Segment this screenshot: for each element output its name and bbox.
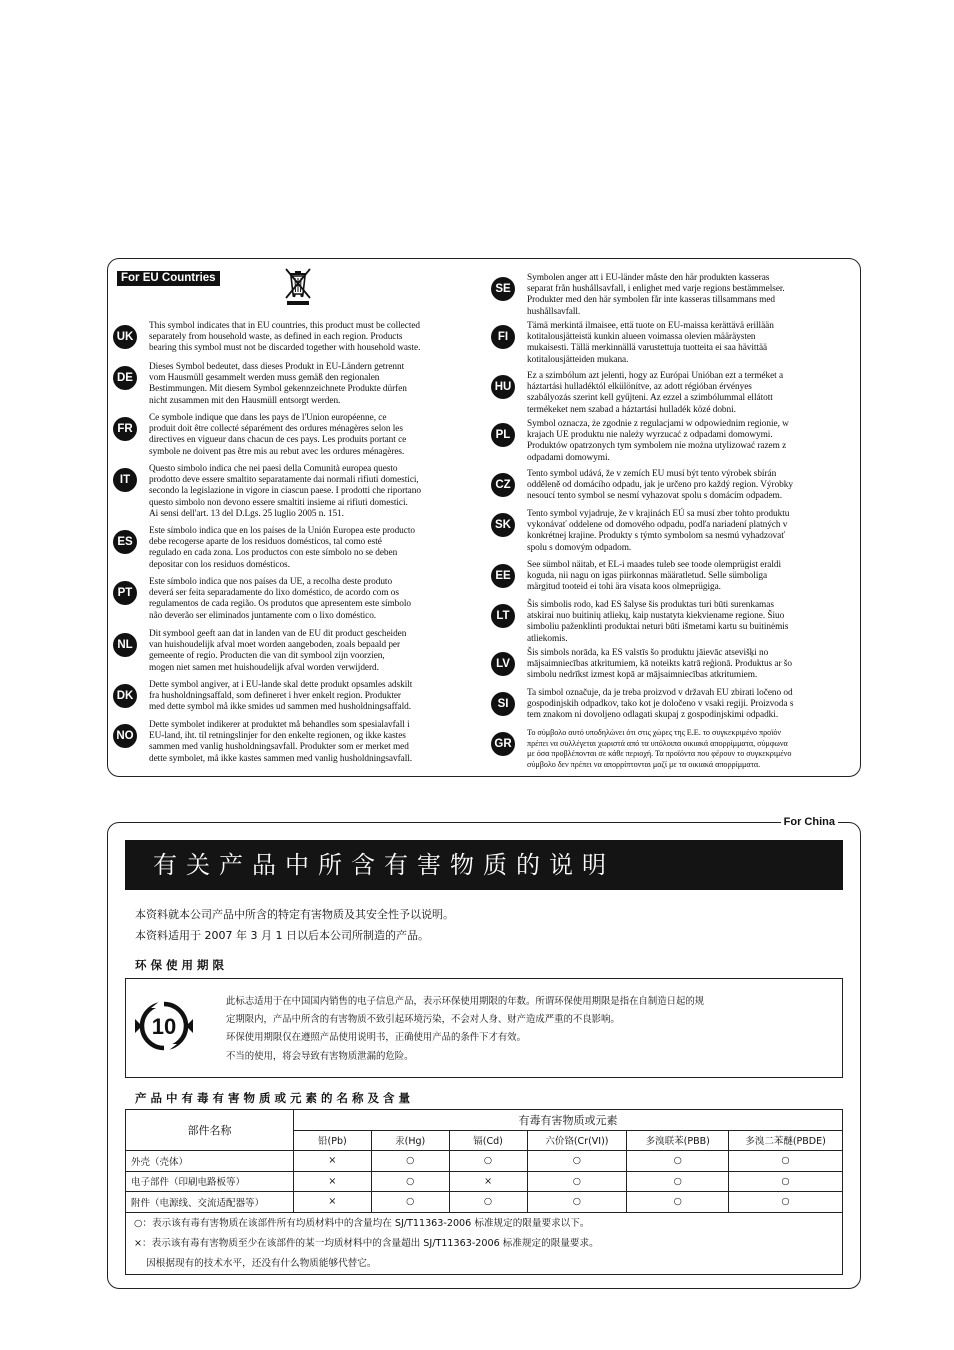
eu-entry-text: Symbolen anger att i EU-länder måste den här produkten kasseras separat från hushållsavfall, i enlighet med varje regions bestämmelser. Produkter med den här symbolen får inte kasseras tillsammans med hushållsavfall. — [527, 273, 785, 317]
value-cell: ○ — [527, 1151, 627, 1172]
eu-right-column — [491, 259, 851, 776]
eu-entry-text: Dette symbol angiver, at i EU-lande skal dette produkt opsamles adskilt fra husholdningsaffald, som defineret i hver enkelt region. Produkter med dette symbol må ikke smides ud sammen med husholdningsaffald. — [149, 680, 413, 713]
eu-entry-text: Questo simbolo indica che nei paesi della Comunità europea questo prodotto deve essere smaltito separatamente dai normali rifiuti domestici, secondo la legislazione in vigore in ciascun paese. I prodotti che riportano questo simbolo non devono essere smaltiti insieme ai rifiuti domestici. Ai sensi dell'art. 13 del D.Lgs. 25 luglio 2005 n. 151. — [149, 464, 421, 519]
part-name-header: 部件名称 — [126, 1110, 294, 1151]
country-badge-pl: PL — [491, 423, 515, 447]
value-cell: ○ — [729, 1171, 843, 1192]
eu-weee-panel — [107, 258, 861, 777]
china-intro-line-2: 本资料适用于 2007 年 3 月 1 日以后本公司所制造的产品。 — [135, 929, 429, 942]
column-header: 汞(Hg) — [371, 1130, 449, 1151]
eu-entry-text: Tämä merkintä ilmaisee, että tuote on EU-maissa kerättävä erillään kotitalousjätteistä kunkin alueen voimassa olevien määräysten mukaisesti. Tällä merkinnällä varustettuja tuotteita ei saa hävittää kotitalousjätteiden mukana. — [527, 321, 774, 365]
china-rohs-panel — [107, 816, 861, 1289]
column-header: 多溴二苯醚(PBDE) — [729, 1130, 843, 1151]
country-badge-it: IT — [113, 468, 137, 492]
country-badge-pt: PT — [113, 581, 137, 605]
country-badge-cz: CZ — [491, 473, 515, 497]
eu-entry-text: Este símbolo indica que nos países da UE, a recolha deste produto deverá ser feita separadamente do lixo doméstico, de acordo com os regulamentos de cada região. Os produtos que apresentem este símbolo não deverão ser eliminados juntamente com o lixo doméstico. — [149, 577, 411, 621]
eu-entry-text: Este símbolo indica que en los países de la Unión Europea este producto debe recogerse aparte de los residuos domésticos, tal como esté regulado en cada zona. Los productos con este símbolo no se deben depositar con los residuos domésticos. — [149, 526, 415, 570]
substance-group-header: 有毒有害物质或元素 — [293, 1110, 842, 1131]
country-badge-lv: LV — [491, 652, 515, 676]
table-legend — [125, 1213, 843, 1275]
table-header-row — [126, 1110, 843, 1131]
value-cell: ○ — [371, 1151, 449, 1172]
value-cell: ○ — [371, 1171, 449, 1192]
china-panel-label: For China — [781, 815, 838, 830]
part-cell: 外壳（壳体） — [126, 1151, 294, 1172]
eu-entry-text: Ce symbole indique que dans les pays de l'Union européenne, ce produit doit être collecté séparément des ordures ménagères selon les directives en vigueur dans chacun de ces pays. Les produits portant ce symbole ne doivent pas être mis au rebut avec les ordures ménagères. — [149, 413, 407, 457]
substance-table-title: 产品中有毒有害物质或元素的名称及含量 — [135, 1091, 414, 1105]
table-row — [126, 1151, 843, 1172]
value-cell: ○ — [449, 1192, 527, 1213]
eu-header-label: For EU Countries — [117, 271, 220, 286]
eu-entry-text: Šis simbols norāda, ka ES valstīs šo produktu jāievāc atsevišķi no mājsaimniecības atkritumiem, kā noteikts katrā reģionā. Produktus ar šo simbolu nedrīkst izmest kopā ar mājsaimniecības atkritumiem. — [527, 648, 792, 681]
country-badge-gr: GR — [491, 732, 515, 756]
legend-cross-note: ×：表示该有毒有害物质至少在该部件的某一均质材料中的含量超出 SJ/T11363-2006 标准规定的限量要求。 — [134, 1238, 599, 1249]
country-badge-si: SI — [491, 692, 515, 716]
eu-entry-text: Šis simbolis rodo, kad ES šalyse šis produktas turi būti surenkamas atskirai nuo buitinių atliekų, kaip nustatyta kiekviename regione. Šiuo simboliu paženklinti produktai neturi būti išmetami kartu su buitinėmis atliekomis. — [527, 600, 789, 644]
country-badge-ee: EE — [491, 564, 515, 588]
eu-entry-text: Tento symbol udává, že v zemích EU musí být tento výrobek sbírán odděleně od domácího odpadu, jak je určeno pro každý region. Výrobky nesoucí tento symbol se nesmí vyhazovat spolu s domácím odpadem. — [527, 469, 793, 502]
epup-description: 此标志适用于在中国国内销售的电子信息产品，表示环保使用期限的年数。所谓环保使用期限是指在自制造日起的规 定期限内，产品中所含的有害物质不致引起环境污染，不会对人身、财产造成严重的不良影响。 环保使用期限仅在遵照产品使用说明书，正确使用产品的条件下才有效。 不当的使用，将会导致有害物质泄漏的危险。 — [226, 996, 705, 1062]
column-header: 多溴联苯(PBB) — [627, 1130, 729, 1151]
country-badge-fi: FI — [491, 325, 515, 349]
hazardous-substance-table — [125, 1109, 843, 1213]
china-title-banner: 有关产品中所含有害物质的说明 — [125, 840, 843, 890]
country-badge-dk: DK — [113, 684, 137, 708]
epup-section-title: 环保使用期限 — [135, 958, 228, 972]
country-badge-nl: NL — [113, 633, 137, 657]
eu-entry-text: See sümbol näitab, et EL-i maades tuleb see toode olemprügist eraldi koguda, nii nagu on igas piirkonnas määratletud. Selle sümboliga märgitud tooteid ei tohi ära visata koos olmeprügiga. — [527, 560, 781, 593]
country-badge-no: NO — [113, 724, 137, 748]
eu-entry-text: Tento symbol vyjadruje, že v krajinách EÚ sa musí zber tohto produktu vykonávať oddelene od domového odpadu, podľa nariadení platných v konkrétnej krajine. Produkty s týmto symbolom sa nesmú vyhadzovať spolu s domovým odpadom. — [527, 509, 790, 553]
eu-entry-text: Dit symbool geeft aan dat in landen van de EU dit product gescheiden van huishoudelijk afval moet worden aangeboden, zoals bepaald per gemeente of regio. Producten die van dit symbool zijn voorzien, mogen niet samen met huishoudelijk afval worden verwijderd. — [149, 629, 407, 673]
country-badge-uk: UK — [113, 325, 137, 349]
eu-entry-text: Το σύμβολο αυτό υποδηλώνει ότι στις χώρες της Ε.Ε. το συγκεκριμένο προϊόν πρέπει να συλλέγεται χωριστά από τα υπόλοιπα οικιακά απορρίμματα, σύμφωνα με όσα προβλέπονται σε κάθε περιοχή. Τα προϊόντα που φέρουν το συγκεκριμένο σύμβολο δεν πρέπει να απορρίπτονται μαζί με τα οικιακά απορρίμματα. — [527, 728, 792, 769]
value-cell: ○ — [449, 1151, 527, 1172]
epup-10-years-icon — [133, 995, 195, 1057]
country-badge-fr: FR — [113, 417, 137, 441]
value-cell: ○ — [371, 1192, 449, 1213]
value-cell: × — [293, 1151, 371, 1172]
eu-left-column — [113, 259, 473, 776]
eu-entry-text: Symbol oznacza, że zgodnie z regulacjami w odpowiednim regionie, w krajach UE produktu nie należy wyrzucać z odpadami domowymi. Produktów opatrzonych tym symbolem nie można utylizować razem z odpadami domowymi. — [527, 419, 789, 463]
value-cell: ○ — [729, 1192, 843, 1213]
value-cell: ○ — [627, 1171, 729, 1192]
value-cell: × — [293, 1171, 371, 1192]
part-cell: 电子部件（印刷电路板等） — [126, 1171, 294, 1192]
eu-entry-text: Dieses Symbol bedeutet, dass dieses Produkt in EU-Ländern getrennt vom Hausmüll gesammelt werden muss gemäß den regionalen Bestimmungen. Mit diesem Symbol gekennzeichnete Produkte dürfen nicht zusammen mit den Hausmüll entsorgt werden. — [149, 362, 407, 406]
legend-cross-note-continued: 因根据现有的技术水平，还没有什么物质能够代替它。 — [134, 1258, 377, 1269]
value-cell: ○ — [627, 1192, 729, 1213]
value-cell: ○ — [527, 1171, 627, 1192]
table-row — [126, 1171, 843, 1192]
epup-box — [125, 978, 843, 1078]
value-cell: × — [293, 1192, 371, 1213]
value-cell: ○ — [729, 1151, 843, 1172]
legend-circle-note: ○：表示该有毒有害物质在该部件所有均质材料中的含量均在 SJ/T11363-2006 标准规定的限量要求以下。 — [134, 1218, 590, 1229]
part-cell: 附件（电源线、交流适配器等） — [126, 1192, 294, 1213]
country-badge-hu: HU — [491, 375, 515, 399]
eu-entry-text: This symbol indicates that in EU countries, this product must be collected separately from household waste, as defined in each region. Products bearing this symbol must not be discarded together with household waste. — [149, 321, 421, 354]
value-cell: ○ — [627, 1151, 729, 1172]
column-header: 铅(Pb) — [293, 1130, 371, 1151]
value-cell: × — [449, 1171, 527, 1192]
table-row — [126, 1192, 843, 1213]
eu-entry-text: Dette symbolet indikerer at produktet må behandles som spesialavfall i EU-land, iht. til retningslinjer for den enkelte regionen, og ikke kastes sammen med vanlig husholdningsavfall. Produkter som er merket med dette symbolet, må ikke kastes sammen med vanlig husholdningsavfall. — [149, 720, 413, 764]
country-badge-se: SE — [491, 277, 515, 301]
country-badge-sk: SK — [491, 513, 515, 537]
value-cell: ○ — [527, 1192, 627, 1213]
country-badge-es: ES — [113, 530, 137, 554]
china-intro-line-1: 本资料就本公司产品中所含的特定有害物质及其安全性予以说明。 — [135, 908, 454, 921]
column-header: 镉(Cd) — [449, 1130, 527, 1151]
eu-entry-text: Ez a szimbólum azt jelenti, hogy az Európai Unióban ezt a terméket a háztartási hulladéktól elkülönítve, az adott régióban érvényes szabályozás szerint kell gyűjteni. Az ezzel a szimbólummal ellátott termékeket nem szabad a háztartási hulladék közé dobni. — [527, 371, 784, 415]
country-badge-de: DE — [113, 366, 137, 390]
epup-number: 10 — [151, 1014, 177, 1039]
eu-entry-text: Ta simbol označuje, da je treba proizvod v državah EU zbirati ločeno od gospodinjskih odpadkov, tako kot je določeno v vsaki regiji. Proizvoda s tem znakom ni dovoljeno odlagati skupaj z gospodinjskimi odpadki. — [527, 688, 794, 721]
country-badge-lt: LT — [491, 604, 515, 628]
column-header: 六价铬(Cr(VI)) — [527, 1130, 627, 1151]
